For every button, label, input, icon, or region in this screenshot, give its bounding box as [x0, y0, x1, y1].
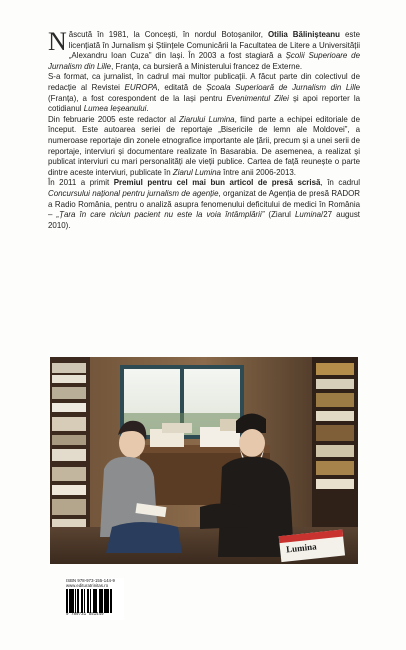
barcode [66, 589, 124, 613]
left-bookshelf-books [52, 363, 86, 549]
isbn-barcode-block [66, 578, 124, 620]
bio-paragraph-1: Născută în 1981, la Concești, în nordul Botoșanilor, Otilia Bălinișteanu este licențiată în Jurnalism și Științele Comunicării la Facultatea de Litere a Universității „Alexandru Ioan Cuza” din Iași. În 2003 a fost stagiară a Școlii Superioare de Jurnalism din Lille, Franța, ca bursieră a Ministerului francez de Externe. [48, 27, 360, 71]
bio-paragraph-4: În 2011 a primit Premiul pentru cel mai bun articol de presă scrisă, în cadrul Concursului național pentru jurnalism de agenție, organizat de Agenția de presă RADOR a Radio România, pentru o analiză asupra fenomenului deficitului de medici în România – „Țara în care niciun pacient nu este la voia întâmplării” (Ziarul Lumina/27 august 2010). [48, 178, 360, 230]
barcode-number: 9 789731 551449 [66, 613, 104, 617]
bio-paragraph-2: S-a format, ca jurnalist, în cadrul mai multor publicații. A făcut parte din colectivul de redacție al Revistei EUROPA, editată de Școala Superioară de Jurnalism din Lille (Franța), a fost corespondent de la Iași pentru Evenimentul Zilei și apoi reporter la cotidianul Lumea Ieșeanului. [48, 72, 361, 114]
interview-photo [50, 357, 358, 564]
dropcap-letter: N [48, 27, 67, 56]
author-name: Otilia Bălinișteanu [267, 30, 340, 39]
author-bio [48, 27, 361, 231]
newspaper-label: Lumina [285, 541, 318, 555]
prize-name: Premiul pentru cel mai bun articol de presă scrisă [113, 178, 321, 188]
right-bookshelf-books [316, 363, 354, 489]
bio-paragraph-3: Din februarie 2005 este redactor al Ziarului Lumina, fiind parte a echipei editoriale de început. Este autoarea seriei de reportaje „Bisericile de lemn ale Moldovei”, a numeroase reportaje din zonele etnografice importante ale țării, precum și a unei serii de reportaje, interviuri și documentare realizate în Basarabia. De asemenea, a realizat și publicat interviuri cu mari personalități ale vieții publice. Cartea de față reunește o parte dintre aceste interviuri, publicate în Ziarul Lumina între anii 2006-2013. [48, 114, 360, 177]
publisher-url: www.edituratrinitas.ro [66, 583, 109, 588]
isbn-number: ISBN 978-973-155-144-9 [66, 578, 115, 583]
